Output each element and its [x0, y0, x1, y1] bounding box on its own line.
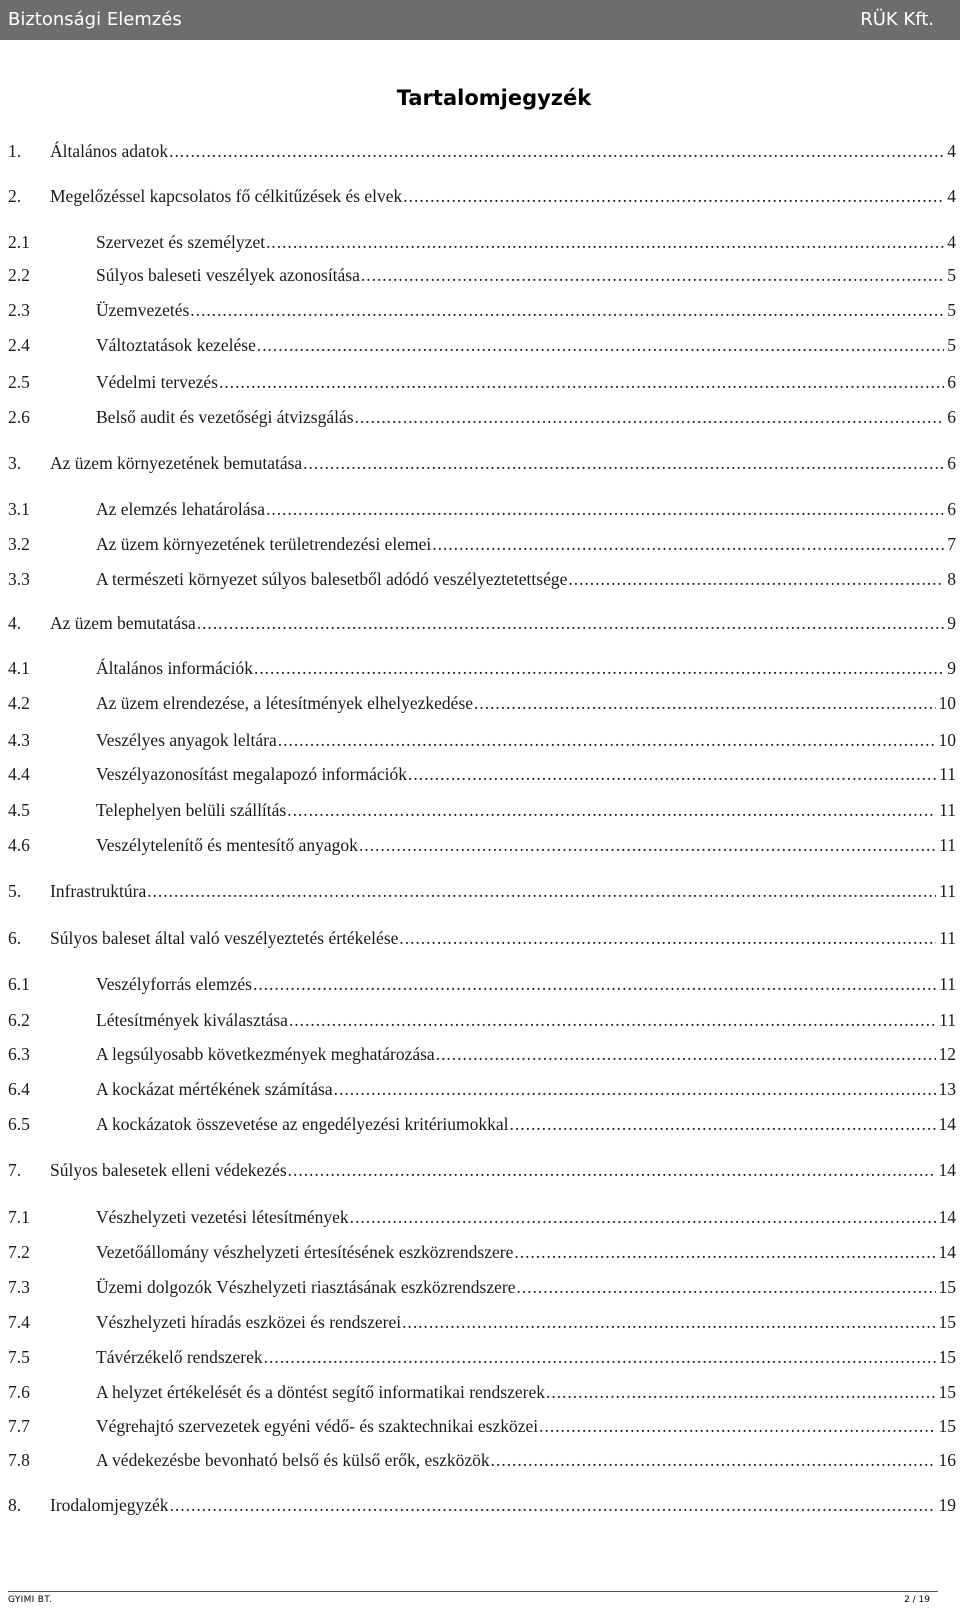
toc-entry-number: 5. — [8, 881, 22, 901]
toc-heading-text: Tartalomjegyzék — [396, 86, 592, 110]
toc-entry[interactable] — [8, 1275, 956, 1299]
toc-entry-page: 14 — [936, 1240, 957, 1264]
toc-entry-title: Vészhelyzeti híradás eszközei és rendszerei — [96, 1312, 402, 1332]
toc-entry-page: 15 — [936, 1275, 957, 1299]
toc-entry[interactable] — [8, 230, 956, 254]
toc-entry-number: 4. — [8, 613, 22, 633]
toc-entry-number: 4.1 — [8, 658, 30, 678]
toc-entry-title: Súlyos baleset által való veszélyeztetés értékelése — [50, 928, 399, 948]
toc-dot-leader — [286, 798, 936, 822]
toc-entry-page: 11 — [936, 798, 956, 822]
toc-entry-number: 1. — [8, 141, 22, 161]
toc-entry[interactable] — [8, 691, 956, 715]
toc-entry-title: Súlyos balesetek elleni védekezés — [50, 1160, 287, 1180]
toc-dot-leader — [435, 1042, 936, 1066]
toc-entry-line — [96, 532, 956, 556]
toc-entry-number: 7.2 — [8, 1242, 30, 1262]
toc-entry-number: 2.3 — [8, 300, 30, 320]
toc-entry-title: Védelmi tervezés — [96, 372, 218, 392]
toc-entry-line — [50, 879, 956, 903]
toc-dot-leader — [349, 1205, 936, 1229]
toc-entry-title: Távérzékelő rendszerek — [96, 1347, 263, 1367]
toc-entry-page: 6 — [944, 451, 956, 475]
toc-entry-number: 6.5 — [8, 1114, 30, 1134]
toc-entry-title: Az üzem bemutatása — [50, 613, 196, 633]
toc-entry-page: 15 — [936, 1380, 957, 1404]
toc-entry-page: 6 — [944, 405, 956, 429]
toc-entry-line — [96, 1275, 956, 1299]
toc-entry-page: 6 — [944, 497, 956, 521]
toc-entry-page: 16 — [936, 1448, 957, 1472]
toc-entry-number: 6.4 — [8, 1079, 30, 1099]
toc-entry-number: 2.2 — [8, 265, 30, 285]
toc-entry-number: 6.1 — [8, 974, 30, 994]
header-company-name: RÜK Kft. — [860, 9, 934, 30]
toc-entry-line — [96, 263, 956, 287]
toc-entry-page: 9 — [944, 656, 956, 680]
toc-entry-line — [96, 1205, 956, 1229]
toc-entry-number: 6.3 — [8, 1044, 30, 1064]
toc-entry-number: 2.5 — [8, 372, 30, 392]
toc-entry[interactable] — [8, 139, 956, 163]
toc-dot-leader — [354, 405, 945, 429]
footer-author: GYIMI BT. — [8, 1595, 53, 1605]
toc-dot-leader — [398, 926, 936, 950]
toc-entry-number: 4.5 — [8, 800, 30, 820]
toc-entry-page: 4 — [944, 184, 956, 208]
toc-entry-title: A kockázatok összevetése az engedélyezési kritériumokkal — [96, 1114, 509, 1134]
toc-entry-number: 3.1 — [8, 499, 30, 519]
toc-entry-number: 2.6 — [8, 407, 30, 427]
toc-entry-number: 2. — [8, 186, 22, 206]
toc-entry-title: Megelőzéssel kapcsolatos fő célkitűzések és elvek — [50, 186, 403, 206]
toc-entry-line — [96, 762, 956, 786]
toc-dot-leader — [490, 1448, 936, 1472]
toc-entry-number: 7.3 — [8, 1277, 30, 1297]
toc-entry-number: 2.4 — [8, 335, 30, 355]
toc-entry[interactable] — [8, 333, 956, 357]
toc-dot-leader — [567, 567, 944, 591]
toc-entry[interactable] — [8, 1205, 956, 1229]
toc-entry-page: 8 — [944, 567, 956, 591]
toc-entry-number: 4.3 — [8, 730, 30, 750]
toc-dot-leader — [253, 656, 944, 680]
toc-entry-line — [96, 728, 956, 752]
toc-entry[interactable] — [8, 1493, 956, 1517]
toc-entry-line — [96, 972, 956, 996]
toc-entry-number: 7.1 — [8, 1207, 30, 1227]
toc-dot-leader — [277, 728, 936, 752]
toc-entry-page: 11 — [936, 972, 956, 996]
toc-dot-leader — [265, 230, 944, 254]
toc-entry[interactable] — [8, 1042, 956, 1066]
toc-entry-title: Az üzem környezetének területrendezési elemei — [96, 534, 432, 554]
toc-entry-line — [96, 1345, 956, 1369]
toc-entry-number: 4.4 — [8, 764, 30, 784]
toc-entry[interactable] — [8, 1008, 956, 1032]
toc-entry-line — [50, 184, 956, 208]
toc-entry-title: Létesítmények kiválasztása — [96, 1010, 288, 1030]
toc-entry[interactable] — [8, 451, 956, 475]
toc-entry-title: Infrastruktúra — [50, 881, 147, 901]
toc-dot-leader — [538, 1414, 935, 1438]
toc-entry[interactable] — [8, 497, 956, 521]
toc-entry[interactable] — [8, 263, 956, 287]
toc-entry-line — [96, 1240, 956, 1264]
toc-entry-line — [50, 926, 956, 950]
toc-entry-title: Üzemvezetés — [96, 300, 190, 320]
toc-entry[interactable] — [8, 298, 956, 322]
toc-entry-page: 10 — [936, 691, 957, 715]
toc-dot-leader — [360, 263, 944, 287]
toc-dot-leader — [545, 1380, 936, 1404]
toc-dot-leader — [302, 451, 944, 475]
toc-entry-line — [96, 1008, 956, 1032]
toc-entry-title: Általános adatok — [50, 141, 169, 161]
toc-entry-page: 9 — [944, 611, 956, 635]
toc-entry-line — [96, 691, 956, 715]
toc-entry[interactable] — [8, 762, 956, 786]
toc-entry-number: 2.1 — [8, 232, 30, 252]
toc-entry-line — [96, 656, 956, 680]
toc-entry-number: 7.6 — [8, 1382, 30, 1402]
toc-entry-title: Telephelyen belüli szállítás — [96, 800, 287, 820]
toc-entry-line — [50, 139, 956, 163]
toc-entry-page: 13 — [936, 1077, 957, 1101]
toc-dot-leader — [431, 532, 944, 556]
toc-entry-line — [96, 497, 956, 521]
toc-entry-title: Az üzem környezetének bemutatása — [50, 453, 303, 473]
toc-entry-line — [96, 1380, 956, 1404]
toc-entry-page: 11 — [936, 1008, 956, 1032]
toc-entry-page: 15 — [936, 1345, 957, 1369]
toc-dot-leader — [196, 611, 944, 635]
toc-entry[interactable] — [8, 1345, 956, 1369]
toc-entry-title: Üzemi dolgozók Vészhelyzeti riasztásának eszközrendszere — [96, 1277, 516, 1297]
toc-entry[interactable] — [8, 567, 956, 591]
footer-page-number: 2 / 19 — [904, 1595, 930, 1605]
toc-entry-title: A természeti környezet súlyos balesetből adódó veszélyeztetettsége — [96, 569, 568, 589]
toc-dot-leader — [218, 370, 944, 394]
toc-entry[interactable] — [8, 728, 956, 752]
toc-entry[interactable] — [8, 798, 956, 822]
footer-divider — [8, 1591, 938, 1592]
toc-entry-number: 3. — [8, 453, 22, 473]
toc-entry-number: 7.4 — [8, 1312, 30, 1332]
toc-entry-title: Veszélyforrás elemzés — [96, 974, 252, 994]
toc-entry-number: 3.2 — [8, 534, 30, 554]
toc-entry-title: Végrehajtó szervezetek egyéni védő- és szaktechnikai eszközei — [96, 1416, 539, 1436]
toc-dot-leader — [287, 1158, 936, 1182]
toc-entry-title: A helyzet értékelését és a döntést segítő informatikai rendszerek — [96, 1382, 545, 1402]
toc-dot-leader — [473, 691, 935, 715]
toc-entry-line — [96, 333, 956, 357]
toc-entry-title: Általános információk — [96, 658, 253, 678]
toc-entry-number: 8. — [8, 1495, 22, 1515]
toc-dot-leader — [513, 1240, 935, 1264]
header-document-title: Biztonsági Elemzés — [8, 9, 182, 30]
toc-entry-title: Súlyos baleseti veszélyek azonosítása — [96, 265, 360, 285]
toc-entry-page: 11 — [936, 879, 956, 903]
toc-entry-line — [96, 1414, 956, 1438]
toc-entry-page: 11 — [936, 926, 956, 950]
toc-entry-line — [96, 1310, 956, 1334]
toc-entry-number: 3.3 — [8, 569, 30, 589]
toc-dot-leader — [358, 833, 936, 857]
toc-entry-page: 4 — [944, 139, 956, 163]
toc-entry-title: Vezetőállomány vészhelyzeti értesítésének eszközrendszere — [96, 1242, 514, 1262]
toc-dot-leader — [516, 1275, 936, 1299]
toc-dot-leader — [263, 1345, 936, 1369]
toc-entry[interactable] — [8, 1448, 956, 1472]
toc-entry-title: Belső audit és vezetőségi átvizsgálás — [96, 407, 354, 427]
toc-dot-leader — [146, 879, 936, 903]
toc-dot-leader — [509, 1112, 936, 1136]
toc-entry-page: 19 — [936, 1493, 957, 1517]
toc-entry-title: A kockázat mértékének számítása — [96, 1079, 333, 1099]
toc-entry-title: Az elemzés lehatárolása — [96, 499, 266, 519]
toc-entry-line — [96, 1112, 956, 1136]
toc-entry-page: 10 — [936, 728, 957, 752]
toc-entry-number: 6.2 — [8, 1010, 30, 1030]
toc-entry[interactable] — [8, 926, 956, 950]
toc-entry-title: Veszélytelenítő és mentesítő anyagok — [96, 835, 358, 855]
toc-entry-line — [50, 611, 956, 635]
toc-entry-page: 4 — [944, 230, 956, 254]
toc-entry-number: 7.7 — [8, 1416, 30, 1436]
toc-entry-title: A legsúlyosabb következmények meghatározása — [96, 1044, 435, 1064]
toc-entry-page: 5 — [944, 298, 956, 322]
toc-entry-line — [96, 1042, 956, 1066]
toc-entry[interactable] — [8, 1380, 956, 1404]
toc-entry-line — [96, 833, 956, 857]
toc-entry-page: 14 — [936, 1205, 957, 1229]
toc-entry-page: 15 — [936, 1310, 957, 1334]
toc-entry[interactable] — [8, 532, 956, 556]
toc-entry-page: 7 — [944, 532, 956, 556]
toc-entry-page: 15 — [936, 1414, 957, 1438]
toc-dot-leader — [169, 1493, 936, 1517]
toc-entry[interactable] — [8, 1414, 956, 1438]
toc-entry-line — [96, 1448, 956, 1472]
toc-entry-line — [96, 1077, 956, 1101]
toc-dot-leader — [252, 972, 936, 996]
toc-entry-page: 11 — [936, 762, 956, 786]
toc-entry-number: 4.6 — [8, 835, 30, 855]
toc-entry-line — [96, 405, 956, 429]
page-footer — [0, 1595, 960, 1608]
toc-entry-title: Az üzem elrendezése, a létesítmények elhelyezkedése — [96, 693, 474, 713]
toc-dot-leader — [402, 184, 944, 208]
toc-entry-line — [96, 370, 956, 394]
toc-dot-leader — [256, 333, 944, 357]
toc-entry-number: 7.5 — [8, 1347, 30, 1367]
toc-entry[interactable] — [8, 611, 956, 635]
toc-entry-title: Irodalomjegyzék — [50, 1495, 169, 1515]
toc-entry-number: 7. — [8, 1160, 22, 1180]
toc-entry-page: 14 — [936, 1158, 957, 1182]
toc-entry[interactable] — [8, 1310, 956, 1334]
toc-entry-line — [96, 567, 956, 591]
toc-dot-leader — [265, 497, 944, 521]
toc-entry-title: Változtatások kezelése — [96, 335, 256, 355]
toc-entry-page: 5 — [944, 333, 956, 357]
toc-entry-title: Veszélyazonosítást megalapozó információk — [96, 764, 408, 784]
toc-entry-number: 7.8 — [8, 1450, 30, 1470]
toc-entry-line — [50, 1493, 956, 1517]
toc-dot-leader — [407, 762, 936, 786]
toc-entry-title: Szervezet és személyzet — [96, 232, 266, 252]
toc-entry-number: 6. — [8, 928, 22, 948]
toc-entry-line — [50, 1158, 956, 1182]
toc-dot-leader — [189, 298, 944, 322]
toc-entry-page: 5 — [944, 263, 956, 287]
toc-entry[interactable] — [8, 1077, 956, 1101]
toc-entry-title: Veszélyes anyagok leltára — [96, 730, 277, 750]
toc-entry-page: 14 — [936, 1112, 957, 1136]
toc-entry[interactable] — [8, 879, 956, 903]
toc-entry-page: 6 — [944, 370, 956, 394]
toc-entry-title: Vészhelyzeti vezetési létesítmények — [96, 1207, 349, 1227]
toc-entry[interactable] — [8, 370, 956, 394]
toc-entry[interactable] — [8, 972, 956, 996]
toc-entry[interactable] — [8, 184, 956, 208]
toc-entry-page: 12 — [936, 1042, 957, 1066]
toc-entry-line — [96, 230, 956, 254]
toc-dot-leader — [401, 1310, 935, 1334]
toc-entry-line — [50, 451, 956, 475]
toc-entry-line — [96, 298, 956, 322]
toc-entry[interactable] — [8, 833, 956, 857]
toc-entry[interactable] — [8, 1158, 956, 1182]
toc-entry-page: 11 — [936, 833, 956, 857]
toc-entry-number: 4.2 — [8, 693, 30, 713]
toc-entry[interactable] — [8, 1112, 956, 1136]
toc-entry[interactable] — [8, 1240, 956, 1264]
toc-dot-leader — [288, 1008, 936, 1032]
toc-entry-line — [96, 798, 956, 822]
toc-dot-leader — [333, 1077, 936, 1101]
toc-entry-title: A védekezésbe bevonható belső és külső erők, eszközök — [96, 1450, 490, 1470]
toc-entry[interactable] — [8, 405, 956, 429]
toc-entry[interactable] — [8, 656, 956, 680]
toc-dot-leader — [168, 139, 944, 163]
